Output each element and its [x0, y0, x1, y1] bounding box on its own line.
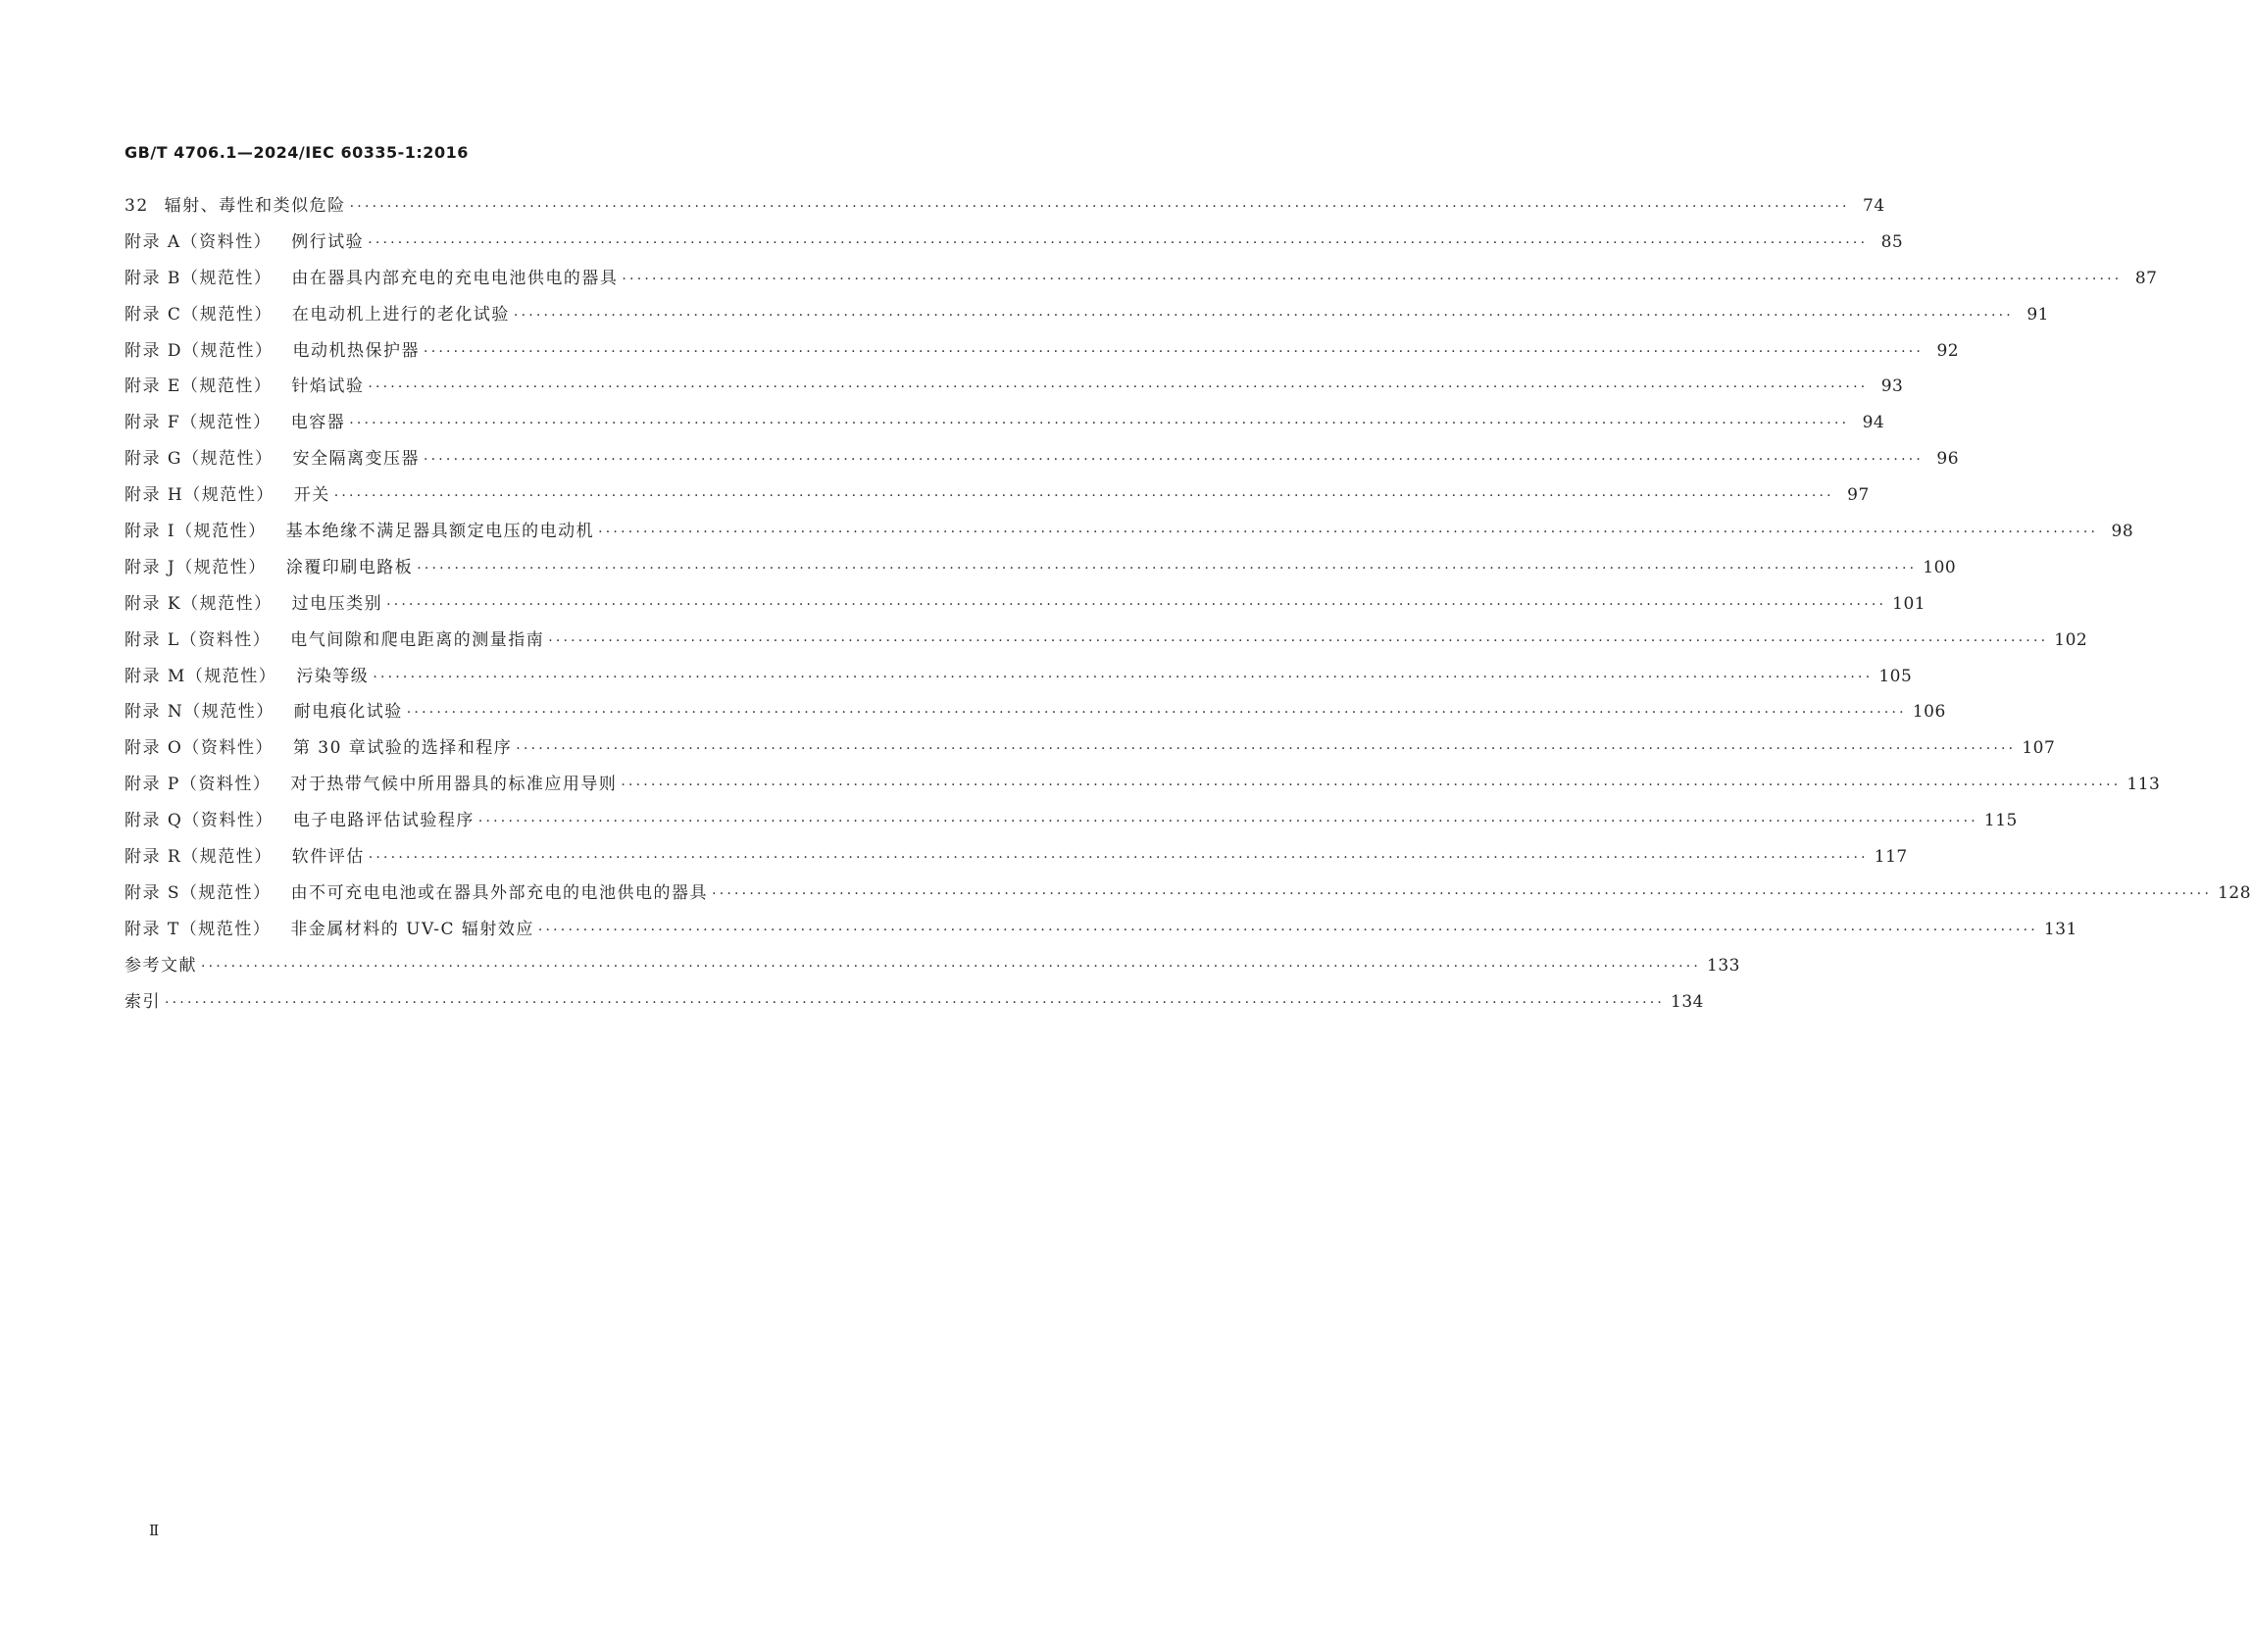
toc-entry-title: 索引 [125, 991, 161, 1012]
toc-page-number: 85 [1880, 231, 1904, 252]
toc-appendix-label: 附录 P（资料性） [125, 775, 272, 795]
toc-appendix-label: 附录 F（规范性） [125, 413, 272, 433]
toc-page-number: 100 [1923, 557, 1957, 577]
toc-page-number: 74 [1863, 196, 1885, 216]
toc-entry[interactable] [125, 915, 2077, 951]
toc-page-number: 105 [1878, 666, 1913, 686]
toc-entry-title: 非金属材料的 UV-C 辐射效应 [290, 919, 534, 939]
toc-entry[interactable] [125, 842, 1908, 878]
dot-leader: ········································································································································································································ [201, 958, 1702, 975]
toc-entry-title: 电动机热保护器 [292, 340, 421, 361]
toc-entry[interactable] [125, 878, 2251, 915]
toc-page-number: 115 [1983, 811, 2018, 831]
toc-page-number: 106 [1912, 702, 1946, 723]
toc-entry[interactable] [125, 227, 1904, 264]
toc-entry[interactable] [125, 987, 1704, 1024]
toc-entry[interactable] [125, 264, 2158, 300]
toc-appendix-label: 附录 K（规范性） [125, 593, 273, 614]
toc-entry[interactable] [125, 951, 1740, 987]
toc-entry-title: 开关 [293, 485, 330, 506]
toc-entry[interactable] [125, 300, 2049, 336]
dot-leader: ········································································································································································································ [349, 416, 1850, 432]
dot-leader: ········································································································································································································ [368, 234, 1869, 251]
toc-entry-title: 电气间隙和爬电距离的测量指南 [290, 629, 545, 650]
page-number-footer: Ⅱ [149, 1522, 160, 1539]
toc-page-number: 93 [1880, 376, 1904, 397]
toc-entry-title: 对于热带气候中所用器具的标准应用导则 [290, 775, 618, 795]
toc-page-number: 107 [2022, 738, 2056, 759]
toc-entry[interactable] [125, 480, 1870, 517]
toc-page-number: 94 [1862, 413, 1885, 433]
toc-entry[interactable] [125, 553, 1957, 589]
dot-leader: ········································································································································································································ [548, 632, 2049, 649]
toc-page-number: 97 [1847, 485, 1870, 506]
toc-entry-title: 基本绝缘不满足器具额定电压的电动机 [285, 522, 595, 542]
dot-leader: ········································································································································································································ [516, 741, 2017, 758]
toc-appendix-label: 附录 M（规范性） [125, 666, 277, 686]
toc-page-number: 92 [1936, 340, 1960, 361]
table-of-contents [125, 191, 2251, 1023]
dot-leader: ········································································································································································································ [477, 814, 1978, 830]
dot-leader: ········································································································································································································ [423, 452, 1925, 469]
toc-entry[interactable] [125, 372, 1904, 408]
dot-leader: ········································································································································································································ [333, 488, 1834, 505]
toc-appendix-label: 附录 G（规范性） [125, 449, 274, 470]
toc-page-number: 96 [1936, 449, 1960, 470]
toc-entry[interactable] [125, 444, 1960, 480]
toc-entry[interactable] [125, 517, 2134, 553]
dot-leader: ········································································································································································································ [406, 705, 1907, 722]
toc-entry[interactable] [125, 770, 2161, 806]
dot-leader: ········································································································································································································ [598, 525, 2099, 541]
toc-entry[interactable] [125, 733, 2056, 770]
toc-entry-title: 由不可充电电池或在器具外部充电的电池供电的器具 [290, 882, 709, 903]
toc-entry-title: 在电动机上进行的老化试验 [291, 304, 510, 325]
toc-page-number: 133 [1707, 955, 1740, 976]
toc-entry-title: 电子电路评估试验程序 [292, 811, 475, 831]
toc-appendix-label: 附录 A（资料性） [125, 231, 273, 252]
toc-page-number: 117 [1874, 847, 1908, 868]
toc-appendix-label: 附录 T（规范性） [125, 919, 272, 939]
toc-page-number: 98 [2111, 522, 2134, 542]
document-id-header: GB/T 4706.1—2024/IEC 60335-1:2016 [125, 143, 469, 162]
toc-entry[interactable] [125, 806, 2018, 842]
toc-entry-title: 电容器 [290, 413, 346, 433]
toc-page-number: 131 [2043, 919, 2077, 939]
toc-appendix-label: 附录 H（规范性） [125, 485, 275, 506]
toc-appendix-label: 附录 J（规范性） [125, 557, 267, 577]
toc-appendix-label: 附录 D（规范性） [125, 340, 274, 361]
toc-entry-title: 污染等级 [296, 666, 370, 686]
toc-entry-title: 针焰试验 [291, 376, 365, 397]
toc-entry-title: 软件评估 [291, 847, 365, 868]
toc-appendix-label: 附录 R（规范性） [125, 847, 273, 868]
toc-page-number: 102 [2054, 629, 2088, 650]
toc-entry[interactable] [125, 191, 1885, 227]
toc-entry-title: 参考文献 [125, 955, 197, 976]
toc-entry[interactable] [125, 589, 1926, 626]
toc-entry[interactable] [125, 408, 1885, 444]
toc-entry[interactable] [125, 697, 1946, 733]
toc-appendix-label: 附录 N（规范性） [125, 702, 275, 723]
dot-leader: ········································································································································································································ [712, 885, 2213, 902]
toc-entry-title: 涂覆印刷电路板 [285, 557, 414, 577]
toc-appendix-label: 附录 B（规范性） [125, 268, 273, 288]
toc-entry[interactable] [125, 626, 2088, 662]
toc-page-number: 113 [2126, 775, 2161, 795]
dot-leader: ········································································································································································································ [537, 922, 2038, 938]
dot-leader: ········································································································································································································ [417, 560, 1918, 576]
toc-clause-number: 32 [125, 196, 149, 216]
toc-appendix-label: 附录 L（资料性） [125, 629, 272, 650]
toc-page-number: 87 [2134, 268, 2158, 288]
dot-leader: ········································································································································································································ [373, 669, 1874, 685]
toc-entry-title: 由在器具内部充电的充电电池供电的器具 [291, 268, 619, 288]
toc-entry-title: 例行试验 [291, 231, 365, 252]
dot-leader: ········································································································································································································ [349, 199, 1850, 215]
dot-leader: ········································································································································································································ [386, 596, 1887, 613]
toc-entry-title: 第 30 章试验的选择和程序 [292, 738, 513, 759]
toc-appendix-label: 附录 O（资料性） [125, 738, 274, 759]
toc-appendix-label: 附录 I（规范性） [125, 522, 267, 542]
dot-leader: ········································································································································································································ [621, 777, 2122, 794]
toc-entry-title: 安全隔离变压器 [292, 449, 420, 470]
toc-entry[interactable] [125, 336, 1960, 373]
toc-page-number: 91 [2026, 304, 2049, 325]
toc-entry-title: 过电压类别 [291, 593, 383, 614]
toc-page-number: 128 [2218, 882, 2251, 903]
toc-appendix-label: 附录 Q（资料性） [125, 811, 274, 831]
toc-entry-title: 耐电痕化试验 [293, 702, 403, 723]
dot-leader: ········································································································································································································ [368, 379, 1869, 396]
toc-appendix-label: 附录 E（规范性） [125, 376, 273, 397]
dot-leader: ········································································································································································································ [424, 343, 1925, 360]
dot-leader: ········································································································································································································ [165, 994, 1666, 1011]
toc-entry[interactable] [125, 662, 1913, 698]
dot-leader: ········································································································································································································ [513, 307, 2014, 324]
toc-appendix-label: 附录 C（规范性） [125, 304, 273, 325]
toc-page-number: 134 [1671, 991, 1704, 1012]
toc-page-number: 101 [1892, 593, 1926, 614]
dot-leader: ········································································································································································································ [368, 850, 1869, 867]
toc-entry-title: 辐射、毒性和类似危险 [164, 196, 346, 216]
toc-appendix-label: 附录 S（规范性） [125, 882, 272, 903]
dot-leader: ········································································································································································································ [622, 271, 2123, 287]
